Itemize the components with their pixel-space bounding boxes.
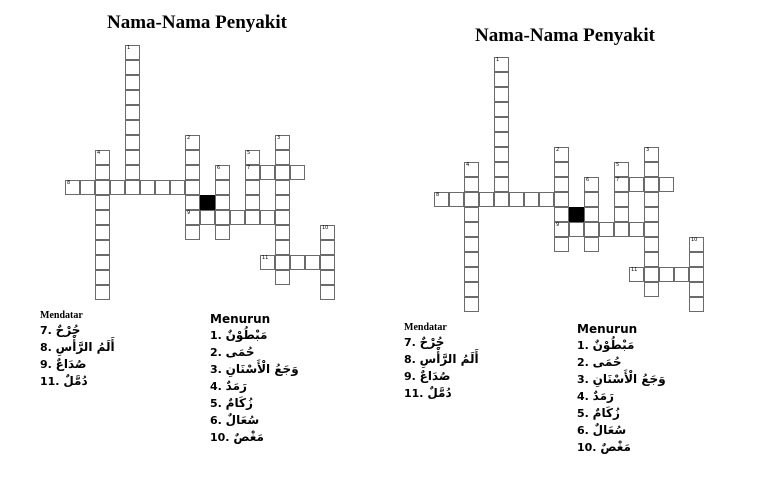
clue-text: زُكَامٌ xyxy=(225,396,253,410)
clue-number: 3. xyxy=(577,373,589,386)
crossword-cell[interactable] xyxy=(554,162,569,177)
clue-number: 1 xyxy=(496,57,500,63)
clue-text: حُمَى xyxy=(592,355,622,369)
crossword-cell[interactable] xyxy=(215,225,230,240)
crossword-cell[interactable] xyxy=(275,180,290,195)
crossword-cell[interactable] xyxy=(554,207,569,222)
crossword-cell[interactable] xyxy=(200,210,215,225)
clue-text: جُرْحٌ xyxy=(55,323,81,337)
crossword-cell[interactable] xyxy=(125,60,140,75)
crossword-cell[interactable] xyxy=(260,210,275,225)
crossword-cell[interactable] xyxy=(554,177,569,192)
crossword-cell[interactable] xyxy=(245,150,260,165)
page-title: Nama-Nama Penyakit xyxy=(475,25,655,46)
across-list xyxy=(404,334,479,402)
across-list xyxy=(40,322,115,390)
crossword-cell[interactable] xyxy=(689,297,704,312)
crossword-cell[interactable] xyxy=(464,207,479,222)
crossword-cell[interactable] xyxy=(245,195,260,210)
down-clue xyxy=(210,395,300,412)
clue-number: 2. xyxy=(210,346,222,359)
black-cell xyxy=(200,195,215,210)
crossword-cell[interactable] xyxy=(110,180,125,195)
clue-text: دُمَّلٌ xyxy=(63,374,88,388)
crossword-cell[interactable] xyxy=(320,255,335,270)
clue-number: 3. xyxy=(210,363,222,376)
crossword-cell[interactable] xyxy=(629,177,644,192)
down-heading: Menurun xyxy=(210,312,271,326)
clue-number: 10. xyxy=(577,441,597,454)
clue-text: مَبْطُوْنٌ xyxy=(225,328,268,342)
crossword-cell[interactable] xyxy=(554,222,569,237)
clue-number: 8. xyxy=(404,353,416,366)
crossword-cell[interactable] xyxy=(65,180,80,195)
clue-number: 11 xyxy=(262,255,269,261)
crossword-cell[interactable] xyxy=(275,210,290,225)
clue-text: رَمَدٌ xyxy=(592,389,614,403)
crossword-cell[interactable] xyxy=(275,225,290,240)
crossword-cell[interactable] xyxy=(95,165,110,180)
clue-number: 11. xyxy=(40,375,60,388)
crossword-cell[interactable] xyxy=(614,192,629,207)
clue-text: أَلَمُ الرَّأْسِ xyxy=(419,352,479,366)
crossword-cell[interactable] xyxy=(275,135,290,150)
crossword-cell[interactable] xyxy=(479,192,494,207)
crossword-cell[interactable] xyxy=(584,207,599,222)
clue-number: 1. xyxy=(577,339,589,352)
crossword-cell[interactable] xyxy=(554,192,569,207)
across-clues xyxy=(40,310,115,390)
crossword-cell[interactable] xyxy=(320,240,335,255)
clue-number: 4 xyxy=(466,162,470,168)
clue-number: 3 xyxy=(646,147,650,153)
clue-number: 5. xyxy=(577,407,589,420)
crossword-cell[interactable] xyxy=(155,180,170,195)
across-heading: Mendatar xyxy=(40,310,83,321)
clue-number: 2 xyxy=(187,135,191,141)
clue-number: 6. xyxy=(577,424,589,437)
crossword-cell[interactable] xyxy=(584,222,599,237)
clue-number: 8. xyxy=(40,341,52,354)
across-clue xyxy=(40,356,115,373)
down-clue xyxy=(577,388,667,405)
crossword-cell[interactable] xyxy=(494,177,509,192)
page-title: Nama-Nama Penyakit xyxy=(107,12,287,33)
crossword-cell[interactable] xyxy=(494,87,509,102)
down-list xyxy=(210,327,300,446)
clue-number: 6. xyxy=(210,414,222,427)
clue-number: 10. xyxy=(210,431,230,444)
crossword-cell[interactable] xyxy=(524,192,539,207)
crossword-grid xyxy=(65,45,335,300)
down-clue xyxy=(577,354,667,371)
crossword-cell[interactable] xyxy=(554,237,569,252)
crossword-cell[interactable] xyxy=(494,132,509,147)
crossword-cell[interactable] xyxy=(464,162,479,177)
clue-text: مَغْصٌ xyxy=(600,440,631,454)
crossword-cell[interactable] xyxy=(644,207,659,222)
clue-number: 5 xyxy=(616,162,620,168)
crossword-cell[interactable] xyxy=(275,255,290,270)
clue-number: 7. xyxy=(40,324,52,337)
crossword-cell[interactable] xyxy=(689,237,704,252)
crossword-cell[interactable] xyxy=(125,180,140,195)
clue-text: وَجَعُ الْأَسْنَانِ xyxy=(592,372,666,386)
across-clue xyxy=(404,334,479,351)
crossword-cell[interactable] xyxy=(245,165,260,180)
crossword-cell[interactable] xyxy=(614,207,629,222)
crossword-cell[interactable] xyxy=(95,285,110,300)
down-clue xyxy=(577,337,667,354)
crossword-cell[interactable] xyxy=(614,177,629,192)
clue-text: سُعَالٌ xyxy=(225,413,260,427)
crossword-cell[interactable] xyxy=(539,192,554,207)
crossword-cell[interactable] xyxy=(95,180,110,195)
crossword-cell[interactable] xyxy=(95,195,110,210)
crossword-cell[interactable] xyxy=(464,297,479,312)
crossword-cell[interactable] xyxy=(185,195,200,210)
clue-text: زُكَامٌ xyxy=(592,406,620,420)
crossword-cell[interactable] xyxy=(215,195,230,210)
crossword-cell[interactable] xyxy=(464,267,479,282)
crossword-cell[interactable] xyxy=(494,72,509,87)
across-clue xyxy=(404,368,479,385)
crossword-cell[interactable] xyxy=(689,252,704,267)
clue-number: 4 xyxy=(97,150,101,156)
clue-number: 2 xyxy=(556,147,560,153)
crossword-cell[interactable] xyxy=(689,282,704,297)
crossword-cell[interactable] xyxy=(230,210,245,225)
clue-number: 11 xyxy=(631,267,638,273)
clue-number: 5. xyxy=(210,397,222,410)
crossword-cell[interactable] xyxy=(125,45,140,60)
clue-text: مَغْصٌ xyxy=(233,430,264,444)
crossword-cell[interactable] xyxy=(275,150,290,165)
clue-number: 9. xyxy=(404,370,416,383)
crossword-cell[interactable] xyxy=(494,57,509,72)
clue-number: 6 xyxy=(586,177,590,183)
crossword-cell[interactable] xyxy=(494,117,509,132)
down-clue xyxy=(210,327,300,344)
clue-number: 7 xyxy=(616,177,620,183)
crossword-cell[interactable] xyxy=(644,147,659,162)
clue-number: 3 xyxy=(277,135,281,141)
crossword-cell[interactable] xyxy=(290,165,305,180)
crossword-cell[interactable] xyxy=(320,225,335,240)
crossword-cell[interactable] xyxy=(185,135,200,150)
clue-text: وَجَعُ الْأَسْنَانِ xyxy=(225,362,299,376)
crossword-cell[interactable] xyxy=(614,222,629,237)
crossword-cell[interactable] xyxy=(629,222,644,237)
crossword-cell[interactable] xyxy=(494,192,509,207)
down-clue xyxy=(577,439,667,456)
across-clue xyxy=(40,322,115,339)
crossword-cell[interactable] xyxy=(260,255,275,270)
down-clue xyxy=(577,405,667,422)
crossword-cell[interactable] xyxy=(290,255,305,270)
black-cell xyxy=(569,207,584,222)
crossword-cell[interactable] xyxy=(659,267,674,282)
crossword-cell[interactable] xyxy=(245,180,260,195)
crossword-cell[interactable] xyxy=(584,237,599,252)
clue-number: 9 xyxy=(187,210,191,216)
clue-text: أَلَمُ الرَّأْسِ xyxy=(55,340,115,354)
clue-number: 10 xyxy=(691,237,698,243)
crossword-cell[interactable] xyxy=(464,252,479,267)
crossword-cell[interactable] xyxy=(464,237,479,252)
down-heading: Menurun xyxy=(577,322,638,336)
crossword-cell[interactable] xyxy=(464,177,479,192)
clue-number: 5 xyxy=(247,150,251,156)
across-clue xyxy=(404,385,479,402)
crossword-cell[interactable] xyxy=(614,162,629,177)
crossword-cell[interactable] xyxy=(320,285,335,300)
across-clue xyxy=(40,339,115,356)
crossword-cell[interactable] xyxy=(185,210,200,225)
crossword-cell[interactable] xyxy=(464,222,479,237)
crossword-cell[interactable] xyxy=(260,165,275,180)
crossword-cell[interactable] xyxy=(569,222,584,237)
crossword-cell[interactable] xyxy=(275,195,290,210)
crossword-cell[interactable] xyxy=(125,90,140,105)
across-clues xyxy=(404,322,479,402)
crossword-cell[interactable] xyxy=(494,147,509,162)
down-clue xyxy=(210,378,300,395)
crossword-cell[interactable] xyxy=(320,270,335,285)
crossword-cell[interactable] xyxy=(644,192,659,207)
crossword-cell[interactable] xyxy=(95,240,110,255)
crossword-cell[interactable] xyxy=(125,135,140,150)
crossword-cell[interactable] xyxy=(449,192,464,207)
crossword-cell[interactable] xyxy=(644,222,659,237)
crossword-cell[interactable] xyxy=(434,192,449,207)
down-clues xyxy=(210,312,300,446)
crossword-cell[interactable] xyxy=(95,255,110,270)
crossword-cell[interactable] xyxy=(584,177,599,192)
clue-number: 2. xyxy=(577,356,589,369)
clue-text: صُدَاعٌ xyxy=(419,369,451,383)
crossword-cell[interactable] xyxy=(629,267,644,282)
crossword-cell[interactable] xyxy=(464,192,479,207)
crossword-cell[interactable] xyxy=(554,147,569,162)
clue-number: 10 xyxy=(322,225,329,231)
crossword-cell[interactable] xyxy=(494,162,509,177)
across-clue xyxy=(404,351,479,368)
clue-number: 4. xyxy=(210,380,222,393)
clue-number: 11. xyxy=(404,387,424,400)
crossword-cell[interactable] xyxy=(674,267,689,282)
down-clue xyxy=(577,371,667,388)
down-clue xyxy=(210,412,300,429)
crossword-cell[interactable] xyxy=(215,180,230,195)
crossword-cell[interactable] xyxy=(275,270,290,285)
crossword-cell[interactable] xyxy=(509,192,524,207)
clue-number: 9 xyxy=(556,222,560,228)
crossword-grid xyxy=(434,57,704,312)
crossword-cell[interactable] xyxy=(140,180,155,195)
clue-number: 4. xyxy=(577,390,589,403)
crossword-cell[interactable] xyxy=(170,180,185,195)
crossword-cell[interactable] xyxy=(125,105,140,120)
crossword-cell[interactable] xyxy=(185,150,200,165)
clue-number: 6 xyxy=(217,165,221,171)
crossword-cell[interactable] xyxy=(644,282,659,297)
crossword-cell[interactable] xyxy=(464,282,479,297)
clue-number: 1. xyxy=(210,329,222,342)
across-heading: Mendatar xyxy=(404,322,447,333)
crossword-cell[interactable] xyxy=(275,240,290,255)
crossword-cell[interactable] xyxy=(644,252,659,267)
crossword-cell[interactable] xyxy=(215,165,230,180)
crossword-cell[interactable] xyxy=(125,150,140,165)
clue-text: سُعَالٌ xyxy=(592,423,627,437)
clue-number: 7. xyxy=(404,336,416,349)
clue-number: 7 xyxy=(247,165,251,171)
across-clue xyxy=(40,373,115,390)
down-clue xyxy=(577,422,667,439)
crossword-cell[interactable] xyxy=(644,162,659,177)
crossword-cell[interactable] xyxy=(185,165,200,180)
crossword-cell[interactable] xyxy=(185,225,200,240)
crossword-cell[interactable] xyxy=(95,210,110,225)
crossword-cell[interactable] xyxy=(80,180,95,195)
clue-number: 8 xyxy=(67,180,71,186)
crossword-cell[interactable] xyxy=(644,237,659,252)
crossword-cell[interactable] xyxy=(659,177,674,192)
clue-text: جُرْحٌ xyxy=(419,335,445,349)
crossword-cell[interactable] xyxy=(494,102,509,117)
down-clue xyxy=(210,361,300,378)
clue-text: مَبْطُوْنٌ xyxy=(592,338,635,352)
crossword-cell[interactable] xyxy=(644,267,659,282)
clue-number: 1 xyxy=(127,45,131,51)
clue-text: دُمَّلٌ xyxy=(427,386,452,400)
crossword-cell[interactable] xyxy=(95,150,110,165)
crossword-cell[interactable] xyxy=(305,255,320,270)
down-clue xyxy=(210,429,300,446)
down-list xyxy=(577,337,667,456)
crossword-cell[interactable] xyxy=(215,210,230,225)
crossword-cell[interactable] xyxy=(125,165,140,180)
crossword-cell[interactable] xyxy=(125,75,140,90)
clue-text: حُمَى xyxy=(225,345,255,359)
clue-number: 8 xyxy=(436,192,440,198)
clue-text: رَمَدٌ xyxy=(225,379,247,393)
crossword-cell[interactable] xyxy=(125,120,140,135)
crossword-cell[interactable] xyxy=(584,192,599,207)
crossword-cell[interactable] xyxy=(275,165,290,180)
crossword-cell[interactable] xyxy=(95,270,110,285)
crossword-cell[interactable] xyxy=(689,267,704,282)
crossword-cell[interactable] xyxy=(644,177,659,192)
down-clue xyxy=(210,344,300,361)
clue-number: 9. xyxy=(40,358,52,371)
down-clues xyxy=(577,322,667,456)
crossword-cell[interactable] xyxy=(185,180,200,195)
clue-text: صُدَاعٌ xyxy=(55,357,87,371)
crossword-cell[interactable] xyxy=(95,225,110,240)
crossword-cell[interactable] xyxy=(599,222,614,237)
crossword-right xyxy=(384,0,768,501)
crossword-cell[interactable] xyxy=(245,210,260,225)
